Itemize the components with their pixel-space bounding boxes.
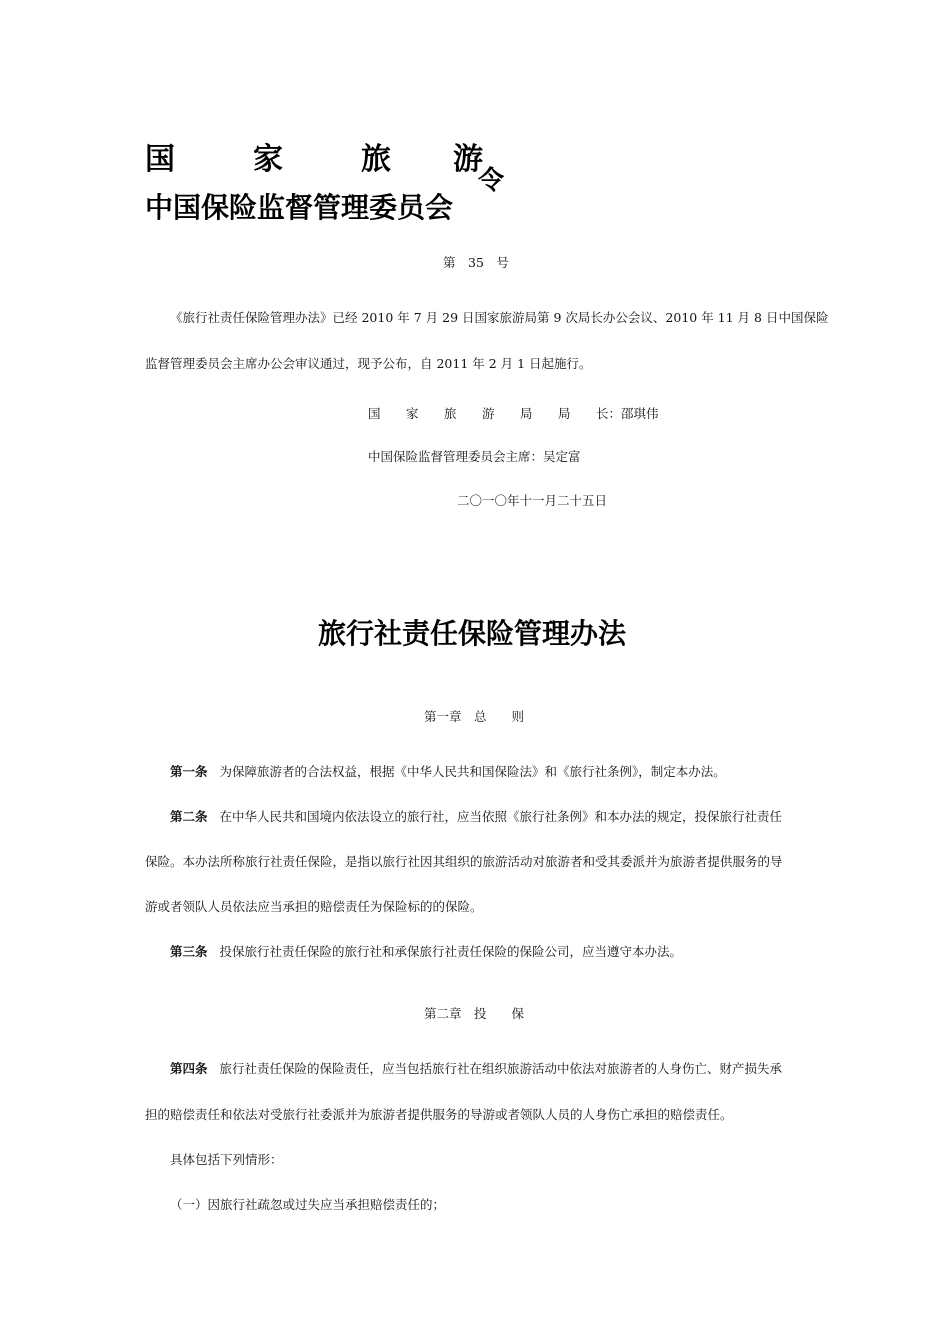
decree-number: 第 35 号: [443, 255, 509, 270]
signature-tourism-director: [368, 404, 659, 422]
article-text: 在中华人民共和国境内依法设立的旅行社，应当依照《旅行社条例》和本办法的规定，投保旅行社责任: [219, 809, 783, 824]
issuer-char: 国: [145, 142, 175, 177]
situations-intro: 具体包括下列情形：: [170, 1152, 283, 1167]
sig-char: 局: [520, 406, 533, 421]
article-text: 投保旅行社责任保险的旅行社和承保旅行社责任保险的保险公司，应当遵守本办法。: [219, 944, 683, 959]
article-number: 第二条: [170, 809, 208, 824]
article-2-line-2: 保险。本办法所称旅行社责任保险，是指以旅行社因其组织的旅游活动对旅游者和受其委派并为旅游者提供服务的导: [145, 854, 783, 869]
chapter-1-heading: 第一章 总 则: [424, 709, 525, 724]
article-number: 第四条: [170, 1061, 208, 1076]
issuer-char: 游: [453, 142, 483, 177]
sig-char: 国: [368, 406, 381, 421]
article-3: [170, 946, 682, 959]
chapter-2-heading: 第二章 投 保: [424, 1006, 525, 1021]
article-2: [170, 811, 782, 824]
regulation-title: 旅行社责任保险管理办法: [318, 617, 627, 650]
sig-char: 局: [558, 406, 571, 421]
sig-char: 家: [406, 406, 419, 421]
issuer-line-2: 中国保险监督管理委员会: [145, 191, 454, 224]
issuer-char: 家: [253, 142, 283, 177]
issuer-line-1: [145, 134, 483, 178]
sig-char: 游: [482, 406, 495, 421]
preamble-line-2: 监督管理委员会主席办公会审议通过，现予公布，自 2011 年 2 月 1 日起施行。: [145, 356, 592, 371]
issuer-char: 旅: [361, 142, 391, 177]
article-4-line-2: 担的赔偿责任和依法对受旅行社委派并为旅游者提供服务的导游或者领队人员的人身伤亡承担的赔偿责任。: [145, 1107, 733, 1122]
situation-1: （一）因旅行社疏忽或过失应当承担赔偿责任的；: [170, 1197, 446, 1212]
article-2-line-3: 游或者领队人员依法应当承担的赔偿责任为保险标的的保险。: [145, 899, 483, 914]
decree-ling: 令: [478, 166, 505, 196]
article-number: 第一条: [170, 764, 208, 779]
article-text: 旅行社责任保险的保险责任，应当包括旅行社在组织旅游活动中依法对旅游者的人身伤亡、财产损失承: [219, 1061, 783, 1076]
sig-tail: 长：邵琪伟: [596, 406, 659, 421]
article-number: 第三条: [170, 944, 208, 959]
article-1: [170, 766, 726, 779]
decree-date: 二〇一〇年十一月二十五日: [457, 493, 608, 508]
preamble-line-1: 《旅行社责任保险管理办法》已经 2010 年 7 月 29 日国家旅游局第 9 次局长办公会议、2010 年 11 月 8 日中国保险: [170, 310, 829, 325]
sig-char: 旅: [444, 406, 457, 421]
signature-circ-chairman: 中国保险监督管理委员会主席：吴定富: [368, 449, 581, 464]
article-text: 为保障旅游者的合法权益，根据《中华人民共和国保险法》和《旅行社条例》，制定本办法。: [219, 764, 726, 779]
article-4: [170, 1063, 782, 1076]
